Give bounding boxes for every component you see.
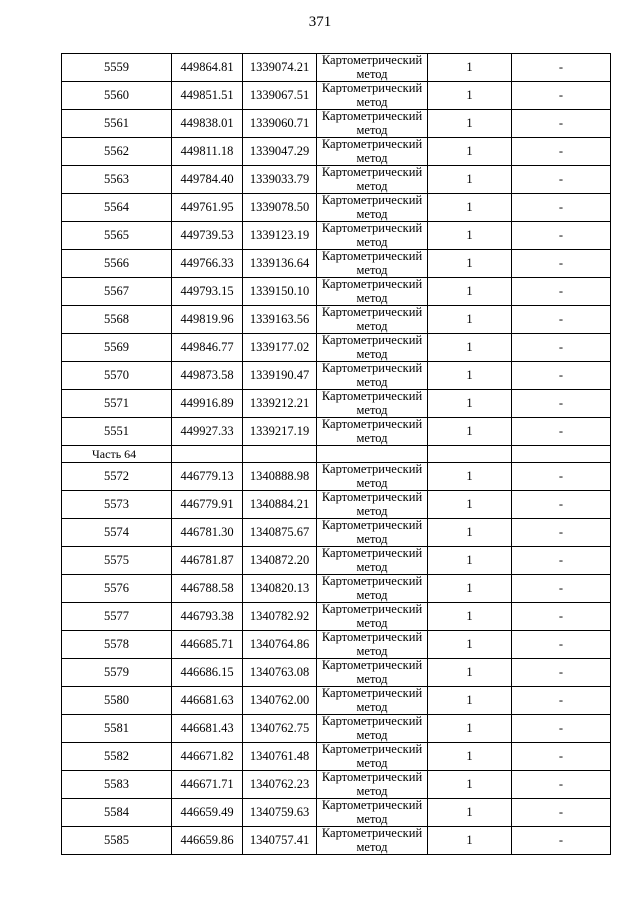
table-row bbox=[62, 575, 611, 603]
method-label-line2: метод bbox=[356, 67, 388, 81]
accuracy-cell: 1 bbox=[428, 166, 512, 194]
table-row bbox=[62, 463, 611, 491]
method-label-line2: метод bbox=[356, 291, 388, 305]
y-coordinate-cell: 1339212.21 bbox=[243, 390, 317, 418]
accuracy-cell: 1 bbox=[428, 306, 512, 334]
method-label-line2: метод bbox=[356, 532, 388, 546]
section-label: Часть 64 bbox=[62, 446, 172, 463]
x-coordinate-cell: 446681.63 bbox=[172, 687, 243, 715]
method-label-line1: Картометрический bbox=[321, 798, 423, 812]
method-label-line1: Картометрический bbox=[321, 305, 423, 319]
x-coordinate-cell: 449766.33 bbox=[172, 250, 243, 278]
method-label-line1: Картометрический bbox=[321, 742, 423, 756]
method-cell bbox=[317, 575, 428, 603]
coordinates-table-body bbox=[62, 54, 611, 855]
table-row bbox=[62, 771, 611, 799]
table-row bbox=[62, 687, 611, 715]
x-coordinate-cell: 449793.15 bbox=[172, 278, 243, 306]
table-row bbox=[62, 603, 611, 631]
point-id-cell: 5551 bbox=[62, 418, 172, 446]
table-row bbox=[62, 390, 611, 418]
method-label-line1: Картометрический bbox=[321, 333, 423, 347]
accuracy-cell: 1 bbox=[428, 82, 512, 110]
note-cell: - bbox=[512, 166, 611, 194]
accuracy-cell: 1 bbox=[428, 54, 512, 82]
empty-cell bbox=[428, 446, 512, 463]
method-label-line2: метод bbox=[356, 644, 388, 658]
point-id-cell: 5577 bbox=[62, 603, 172, 631]
note-cell: - bbox=[512, 603, 611, 631]
method-label-line2: метод bbox=[356, 319, 388, 333]
method-label-line2: метод bbox=[356, 347, 388, 361]
method-label-line1: Картометрический bbox=[321, 109, 423, 123]
y-coordinate-cell: 1340759.63 bbox=[243, 799, 317, 827]
empty-cell bbox=[172, 446, 243, 463]
accuracy-cell: 1 bbox=[428, 743, 512, 771]
method-label-line1: Картометрический bbox=[321, 193, 423, 207]
x-coordinate-cell: 449811.18 bbox=[172, 138, 243, 166]
point-id-cell: 5575 bbox=[62, 547, 172, 575]
accuracy-cell: 1 bbox=[428, 491, 512, 519]
method-label-line2: метод bbox=[356, 403, 388, 417]
accuracy-cell: 1 bbox=[428, 250, 512, 278]
x-coordinate-cell: 446793.38 bbox=[172, 603, 243, 631]
y-coordinate-cell: 1339033.79 bbox=[243, 166, 317, 194]
accuracy-cell: 1 bbox=[428, 418, 512, 446]
accuracy-cell: 1 bbox=[428, 603, 512, 631]
note-cell: - bbox=[512, 771, 611, 799]
table-row bbox=[62, 799, 611, 827]
x-coordinate-cell: 449838.01 bbox=[172, 110, 243, 138]
y-coordinate-cell: 1340763.08 bbox=[243, 659, 317, 687]
method-label-line2: метод bbox=[356, 476, 388, 490]
x-coordinate-cell: 446681.43 bbox=[172, 715, 243, 743]
point-id-cell: 5578 bbox=[62, 631, 172, 659]
method-label-line1: Картометрический bbox=[321, 249, 423, 263]
y-coordinate-cell: 1339067.51 bbox=[243, 82, 317, 110]
table-row bbox=[62, 250, 611, 278]
table-row bbox=[62, 743, 611, 771]
method-cell bbox=[317, 166, 428, 194]
method-label-line1: Картометрический bbox=[321, 81, 423, 95]
note-cell: - bbox=[512, 390, 611, 418]
table-row bbox=[62, 138, 611, 166]
accuracy-cell: 1 bbox=[428, 463, 512, 491]
method-label-line2: метод bbox=[356, 431, 388, 445]
method-cell bbox=[317, 110, 428, 138]
x-coordinate-cell: 449916.89 bbox=[172, 390, 243, 418]
point-id-cell: 5568 bbox=[62, 306, 172, 334]
point-id-cell: 5576 bbox=[62, 575, 172, 603]
method-label-line2: метод bbox=[356, 672, 388, 686]
accuracy-cell: 1 bbox=[428, 771, 512, 799]
note-cell: - bbox=[512, 631, 611, 659]
y-coordinate-cell: 1339217.19 bbox=[243, 418, 317, 446]
note-cell: - bbox=[512, 334, 611, 362]
note-cell: - bbox=[512, 463, 611, 491]
y-coordinate-cell: 1339136.64 bbox=[243, 250, 317, 278]
x-coordinate-cell: 449761.95 bbox=[172, 194, 243, 222]
method-label-line1: Картометрический bbox=[321, 137, 423, 151]
table-row bbox=[62, 418, 611, 446]
x-coordinate-cell: 446779.13 bbox=[172, 463, 243, 491]
table-row bbox=[62, 54, 611, 82]
table-row bbox=[62, 194, 611, 222]
accuracy-cell: 1 bbox=[428, 799, 512, 827]
method-label-line1: Картометрический bbox=[321, 686, 423, 700]
table-row bbox=[62, 82, 611, 110]
accuracy-cell: 1 bbox=[428, 362, 512, 390]
method-cell bbox=[317, 603, 428, 631]
note-cell: - bbox=[512, 362, 611, 390]
accuracy-cell: 1 bbox=[428, 659, 512, 687]
method-label-line2: метод bbox=[356, 504, 388, 518]
x-coordinate-cell: 449873.58 bbox=[172, 362, 243, 390]
y-coordinate-cell: 1340875.67 bbox=[243, 519, 317, 547]
accuracy-cell: 1 bbox=[428, 334, 512, 362]
table-row bbox=[62, 222, 611, 250]
method-label-line1: Картометрический bbox=[321, 658, 423, 672]
note-cell: - bbox=[512, 250, 611, 278]
y-coordinate-cell: 1340888.98 bbox=[243, 463, 317, 491]
y-coordinate-cell: 1340820.13 bbox=[243, 575, 317, 603]
page-number: 371 bbox=[308, 14, 332, 30]
point-id-cell: 5582 bbox=[62, 743, 172, 771]
table-row bbox=[62, 334, 611, 362]
method-label-line1: Картометрический bbox=[321, 417, 423, 431]
x-coordinate-cell: 446781.30 bbox=[172, 519, 243, 547]
x-coordinate-cell: 449851.51 bbox=[172, 82, 243, 110]
method-label-line2: метод bbox=[356, 616, 388, 630]
method-label-line1: Картометрический bbox=[321, 518, 423, 532]
table-row bbox=[62, 110, 611, 138]
accuracy-cell: 1 bbox=[428, 390, 512, 418]
note-cell: - bbox=[512, 54, 611, 82]
accuracy-cell: 1 bbox=[428, 519, 512, 547]
y-coordinate-cell: 1340762.00 bbox=[243, 687, 317, 715]
note-cell: - bbox=[512, 110, 611, 138]
accuracy-cell: 1 bbox=[428, 278, 512, 306]
y-coordinate-cell: 1340762.75 bbox=[243, 715, 317, 743]
method-label-line1: Картометрический bbox=[321, 574, 423, 588]
method-cell bbox=[317, 390, 428, 418]
x-coordinate-cell: 446781.87 bbox=[172, 547, 243, 575]
table-row bbox=[62, 715, 611, 743]
note-cell: - bbox=[512, 491, 611, 519]
method-label-line1: Картометрический bbox=[321, 221, 423, 235]
table-row bbox=[62, 306, 611, 334]
y-coordinate-cell: 1339078.50 bbox=[243, 194, 317, 222]
method-cell bbox=[317, 54, 428, 82]
point-id-cell: 5561 bbox=[62, 110, 172, 138]
note-cell: - bbox=[512, 278, 611, 306]
empty-cell bbox=[317, 446, 428, 463]
x-coordinate-cell: 446659.86 bbox=[172, 827, 243, 855]
note-cell: - bbox=[512, 827, 611, 855]
x-coordinate-cell: 449784.40 bbox=[172, 166, 243, 194]
y-coordinate-cell: 1340762.23 bbox=[243, 771, 317, 799]
accuracy-cell: 1 bbox=[428, 138, 512, 166]
y-coordinate-cell: 1340764.86 bbox=[243, 631, 317, 659]
x-coordinate-cell: 446671.71 bbox=[172, 771, 243, 799]
accuracy-cell: 1 bbox=[428, 715, 512, 743]
method-label-line2: метод bbox=[356, 151, 388, 165]
method-cell bbox=[317, 194, 428, 222]
table-row bbox=[62, 166, 611, 194]
method-cell bbox=[317, 138, 428, 166]
method-cell bbox=[317, 250, 428, 278]
method-label-line2: метод bbox=[356, 728, 388, 742]
method-label-line1: Картометрический bbox=[321, 389, 423, 403]
point-id-cell: 5574 bbox=[62, 519, 172, 547]
point-id-cell: 5564 bbox=[62, 194, 172, 222]
note-cell: - bbox=[512, 306, 611, 334]
point-id-cell: 5563 bbox=[62, 166, 172, 194]
coordinates-table bbox=[61, 53, 611, 855]
y-coordinate-cell: 1339074.21 bbox=[243, 54, 317, 82]
method-label-line1: Картометрический bbox=[321, 462, 423, 476]
note-cell: - bbox=[512, 659, 611, 687]
method-cell bbox=[317, 463, 428, 491]
accuracy-cell: 1 bbox=[428, 827, 512, 855]
x-coordinate-cell: 449864.81 bbox=[172, 54, 243, 82]
y-coordinate-cell: 1339177.02 bbox=[243, 334, 317, 362]
y-coordinate-cell: 1340782.92 bbox=[243, 603, 317, 631]
method-cell bbox=[317, 362, 428, 390]
accuracy-cell: 1 bbox=[428, 110, 512, 138]
point-id-cell: 5579 bbox=[62, 659, 172, 687]
point-id-cell: 5559 bbox=[62, 54, 172, 82]
method-label-line2: метод bbox=[356, 784, 388, 798]
table-row bbox=[62, 547, 611, 575]
note-cell: - bbox=[512, 222, 611, 250]
y-coordinate-cell: 1339123.19 bbox=[243, 222, 317, 250]
note-cell: - bbox=[512, 799, 611, 827]
empty-cell bbox=[243, 446, 317, 463]
method-label-line1: Картометрический bbox=[321, 53, 423, 67]
y-coordinate-cell: 1340884.21 bbox=[243, 491, 317, 519]
table-row bbox=[62, 631, 611, 659]
method-label-line1: Картометрический bbox=[321, 602, 423, 616]
y-coordinate-cell: 1339190.47 bbox=[243, 362, 317, 390]
method-label-line2: метод bbox=[356, 812, 388, 826]
method-cell bbox=[317, 715, 428, 743]
x-coordinate-cell: 449819.96 bbox=[172, 306, 243, 334]
method-label-line1: Картометрический bbox=[321, 546, 423, 560]
note-cell: - bbox=[512, 743, 611, 771]
method-cell bbox=[317, 222, 428, 250]
table-row bbox=[62, 491, 611, 519]
method-cell bbox=[317, 687, 428, 715]
method-cell bbox=[317, 799, 428, 827]
y-coordinate-cell: 1339150.10 bbox=[243, 278, 317, 306]
method-cell bbox=[317, 827, 428, 855]
method-label-line1: Картометрический bbox=[321, 165, 423, 179]
method-label-line1: Картометрический bbox=[321, 714, 423, 728]
x-coordinate-cell: 446671.82 bbox=[172, 743, 243, 771]
accuracy-cell: 1 bbox=[428, 575, 512, 603]
method-label-line1: Картометрический bbox=[321, 630, 423, 644]
point-id-cell: 5583 bbox=[62, 771, 172, 799]
method-label-line1: Картометрический bbox=[321, 826, 423, 840]
method-cell bbox=[317, 491, 428, 519]
method-cell bbox=[317, 306, 428, 334]
method-label-line1: Картометрический bbox=[321, 770, 423, 784]
point-id-cell: 5569 bbox=[62, 334, 172, 362]
note-cell: - bbox=[512, 715, 611, 743]
method-cell bbox=[317, 418, 428, 446]
point-id-cell: 5580 bbox=[62, 687, 172, 715]
point-id-cell: 5573 bbox=[62, 491, 172, 519]
x-coordinate-cell: 446659.49 bbox=[172, 799, 243, 827]
note-cell: - bbox=[512, 519, 611, 547]
point-id-cell: 5572 bbox=[62, 463, 172, 491]
x-coordinate-cell: 446686.15 bbox=[172, 659, 243, 687]
table-row bbox=[62, 519, 611, 547]
method-cell bbox=[317, 771, 428, 799]
point-id-cell: 5567 bbox=[62, 278, 172, 306]
y-coordinate-cell: 1339163.56 bbox=[243, 306, 317, 334]
x-coordinate-cell: 449739.53 bbox=[172, 222, 243, 250]
method-label-line2: метод bbox=[356, 207, 388, 221]
table-row bbox=[62, 362, 611, 390]
note-cell: - bbox=[512, 547, 611, 575]
note-cell: - bbox=[512, 687, 611, 715]
method-label-line2: метод bbox=[356, 95, 388, 109]
note-cell: - bbox=[512, 418, 611, 446]
method-label-line2: метод bbox=[356, 756, 388, 770]
method-label-line1: Картометрический bbox=[321, 361, 423, 375]
x-coordinate-cell: 449846.77 bbox=[172, 334, 243, 362]
method-cell bbox=[317, 278, 428, 306]
note-cell: - bbox=[512, 575, 611, 603]
point-id-cell: 5571 bbox=[62, 390, 172, 418]
empty-cell bbox=[512, 446, 611, 463]
point-id-cell: 5581 bbox=[62, 715, 172, 743]
method-label-line2: метод bbox=[356, 123, 388, 137]
method-label-line1: Картометрический bbox=[321, 490, 423, 504]
method-cell bbox=[317, 547, 428, 575]
accuracy-cell: 1 bbox=[428, 222, 512, 250]
y-coordinate-cell: 1340757.41 bbox=[243, 827, 317, 855]
point-id-cell: 5585 bbox=[62, 827, 172, 855]
x-coordinate-cell: 446788.58 bbox=[172, 575, 243, 603]
y-coordinate-cell: 1340872.20 bbox=[243, 547, 317, 575]
method-label-line2: метод bbox=[356, 179, 388, 193]
x-coordinate-cell: 446779.91 bbox=[172, 491, 243, 519]
point-id-cell: 5562 bbox=[62, 138, 172, 166]
method-cell bbox=[317, 82, 428, 110]
method-cell bbox=[317, 743, 428, 771]
y-coordinate-cell: 1339047.29 bbox=[243, 138, 317, 166]
accuracy-cell: 1 bbox=[428, 194, 512, 222]
note-cell: - bbox=[512, 194, 611, 222]
method-cell bbox=[317, 659, 428, 687]
accuracy-cell: 1 bbox=[428, 687, 512, 715]
note-cell: - bbox=[512, 82, 611, 110]
point-id-cell: 5565 bbox=[62, 222, 172, 250]
section-row bbox=[62, 446, 611, 463]
method-cell bbox=[317, 334, 428, 362]
method-label-line2: метод bbox=[356, 375, 388, 389]
x-coordinate-cell: 446685.71 bbox=[172, 631, 243, 659]
accuracy-cell: 1 bbox=[428, 631, 512, 659]
table-row bbox=[62, 827, 611, 855]
note-cell: - bbox=[512, 138, 611, 166]
method-label-line2: метод bbox=[356, 840, 388, 854]
method-cell bbox=[317, 519, 428, 547]
method-label-line2: метод bbox=[356, 700, 388, 714]
method-label-line1: Картометрический bbox=[321, 277, 423, 291]
point-id-cell: 5560 bbox=[62, 82, 172, 110]
x-coordinate-cell: 449927.33 bbox=[172, 418, 243, 446]
table-row bbox=[62, 278, 611, 306]
point-id-cell: 5566 bbox=[62, 250, 172, 278]
point-id-cell: 5570 bbox=[62, 362, 172, 390]
y-coordinate-cell: 1340761.48 bbox=[243, 743, 317, 771]
table-row bbox=[62, 659, 611, 687]
method-label-line2: метод bbox=[356, 588, 388, 602]
accuracy-cell: 1 bbox=[428, 547, 512, 575]
method-label-line2: метод bbox=[356, 263, 388, 277]
method-label-line2: метод bbox=[356, 560, 388, 574]
method-label-line2: метод bbox=[356, 235, 388, 249]
y-coordinate-cell: 1339060.71 bbox=[243, 110, 317, 138]
point-id-cell: 5584 bbox=[62, 799, 172, 827]
method-cell bbox=[317, 631, 428, 659]
